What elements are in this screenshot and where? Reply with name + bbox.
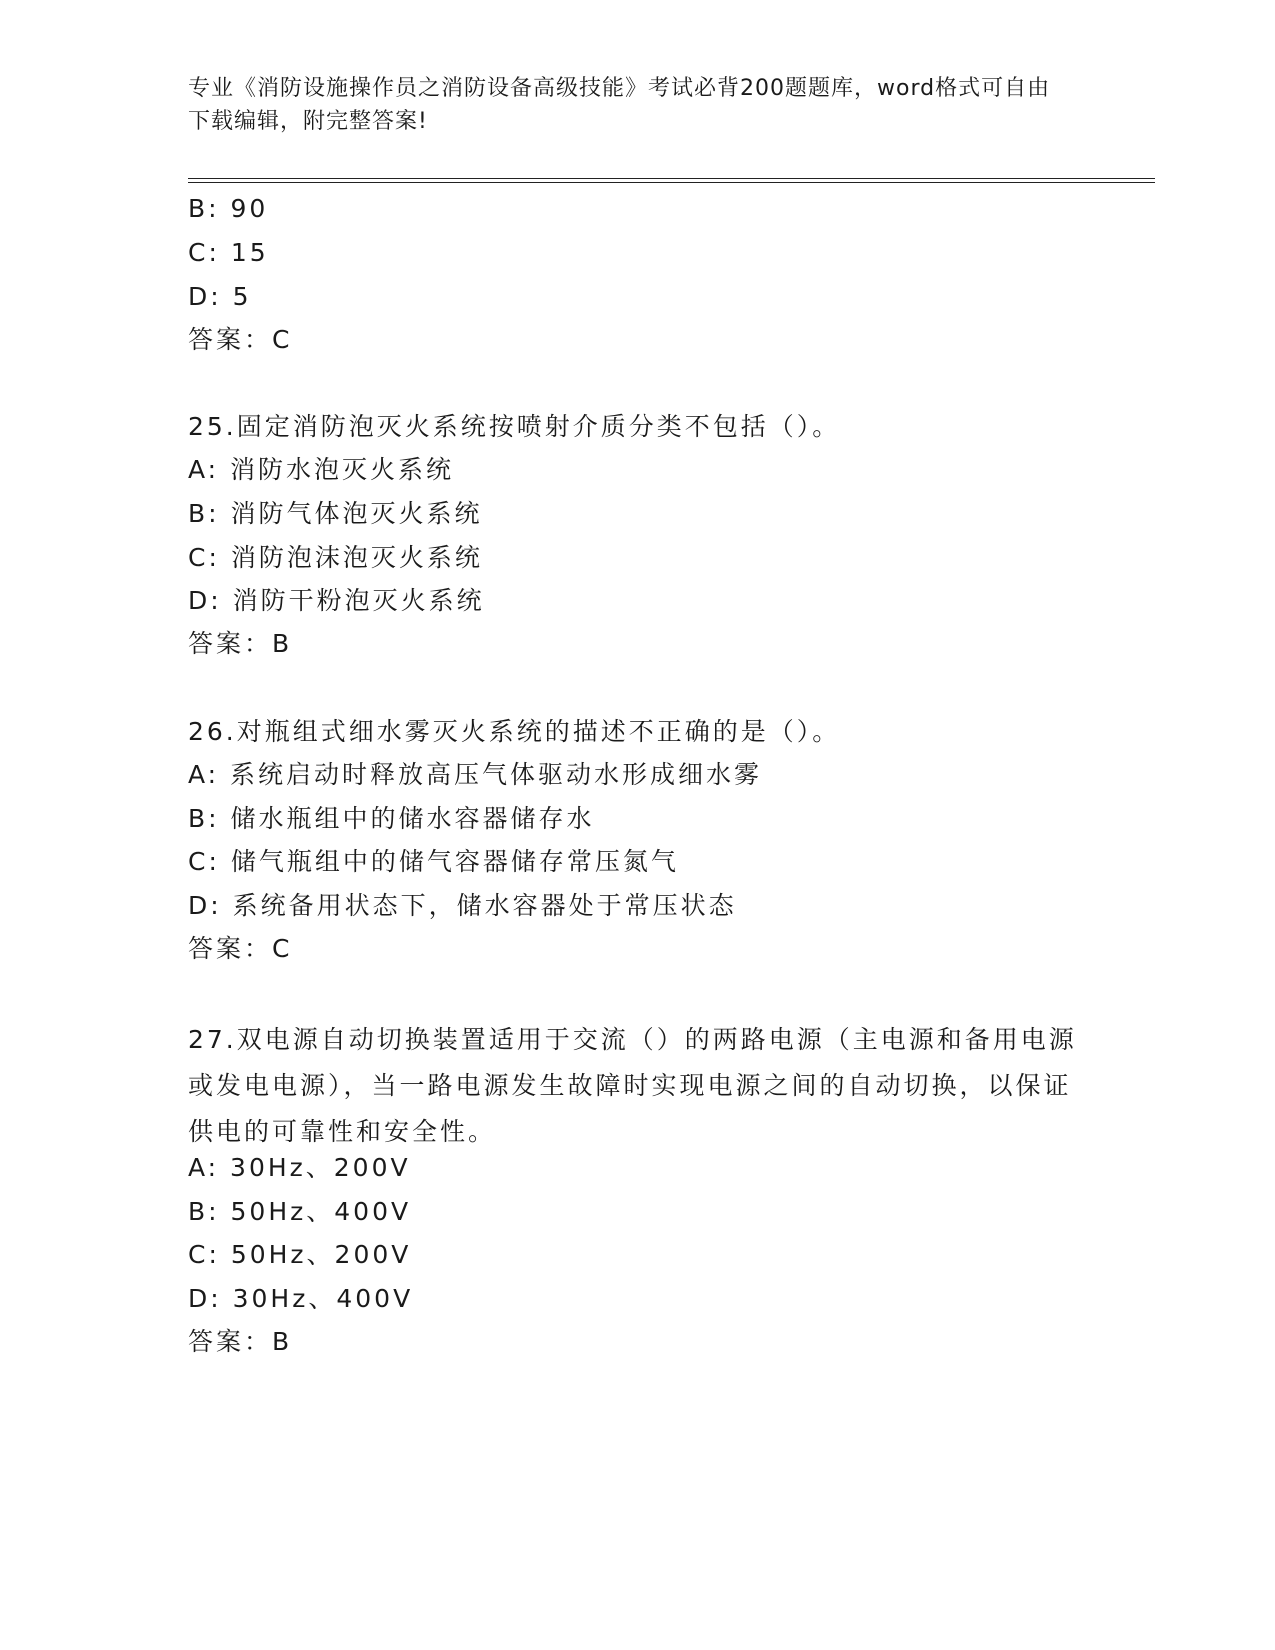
option-a: A: 消防水泡灭火系统 [188, 455, 455, 484]
option-b: B: 储水瓶组中的储水容器储存水 [188, 804, 595, 833]
option-d: D: 系统备用状态下，储水容器处于常压状态 [188, 891, 737, 920]
question-stem: 26.对瓶组式细水雾灭火系统的描述不正确的是（）。 [188, 717, 841, 746]
document-header: 专业《消防设施操作员之消防设备高级技能》考试必背200题题库，word格式可自由下载编辑，附完整答案! [188, 76, 1051, 134]
option-c: C: 消防泡沫泡灭火系统 [188, 543, 483, 572]
option-c: C: 15 [188, 238, 269, 267]
answer: 答案：C [188, 934, 293, 963]
header-divider [188, 178, 1155, 179]
option-d: D: 30Hz、400V [188, 1284, 414, 1313]
answer: 答案：B [188, 1327, 293, 1356]
option-d: D: 消防干粉泡灭火系统 [188, 586, 485, 615]
answer: 答案：B [188, 629, 293, 658]
option-c: C: 50Hz、200V [188, 1240, 412, 1269]
header-divider-second [188, 182, 1155, 183]
question-stem: 25.固定消防泡灭火系统按喷射介质分类不包括（）。 [188, 412, 841, 441]
option-b: B: 50Hz、400V [188, 1197, 412, 1226]
answer: 答案：C [188, 325, 293, 354]
option-c: C: 储气瓶组中的储气容器储存常压氮气 [188, 847, 679, 876]
question-stem: 27.双电源自动切换装置适用于交流（）的两路电源（主电源和备用电源或发电电源），当一路电源发生故障时实现电源之间的自动切换，以保证供电的可靠性和安全性。 [188, 1025, 1077, 1146]
option-a: A: 系统启动时释放高压气体驱动水形成细水雾 [188, 760, 763, 789]
option-b: B: 90 [188, 194, 269, 223]
option-b: B: 消防气体泡灭火系统 [188, 499, 483, 528]
option-a: A: 30Hz、200V [188, 1153, 411, 1182]
option-d: D: 5 [188, 282, 252, 311]
